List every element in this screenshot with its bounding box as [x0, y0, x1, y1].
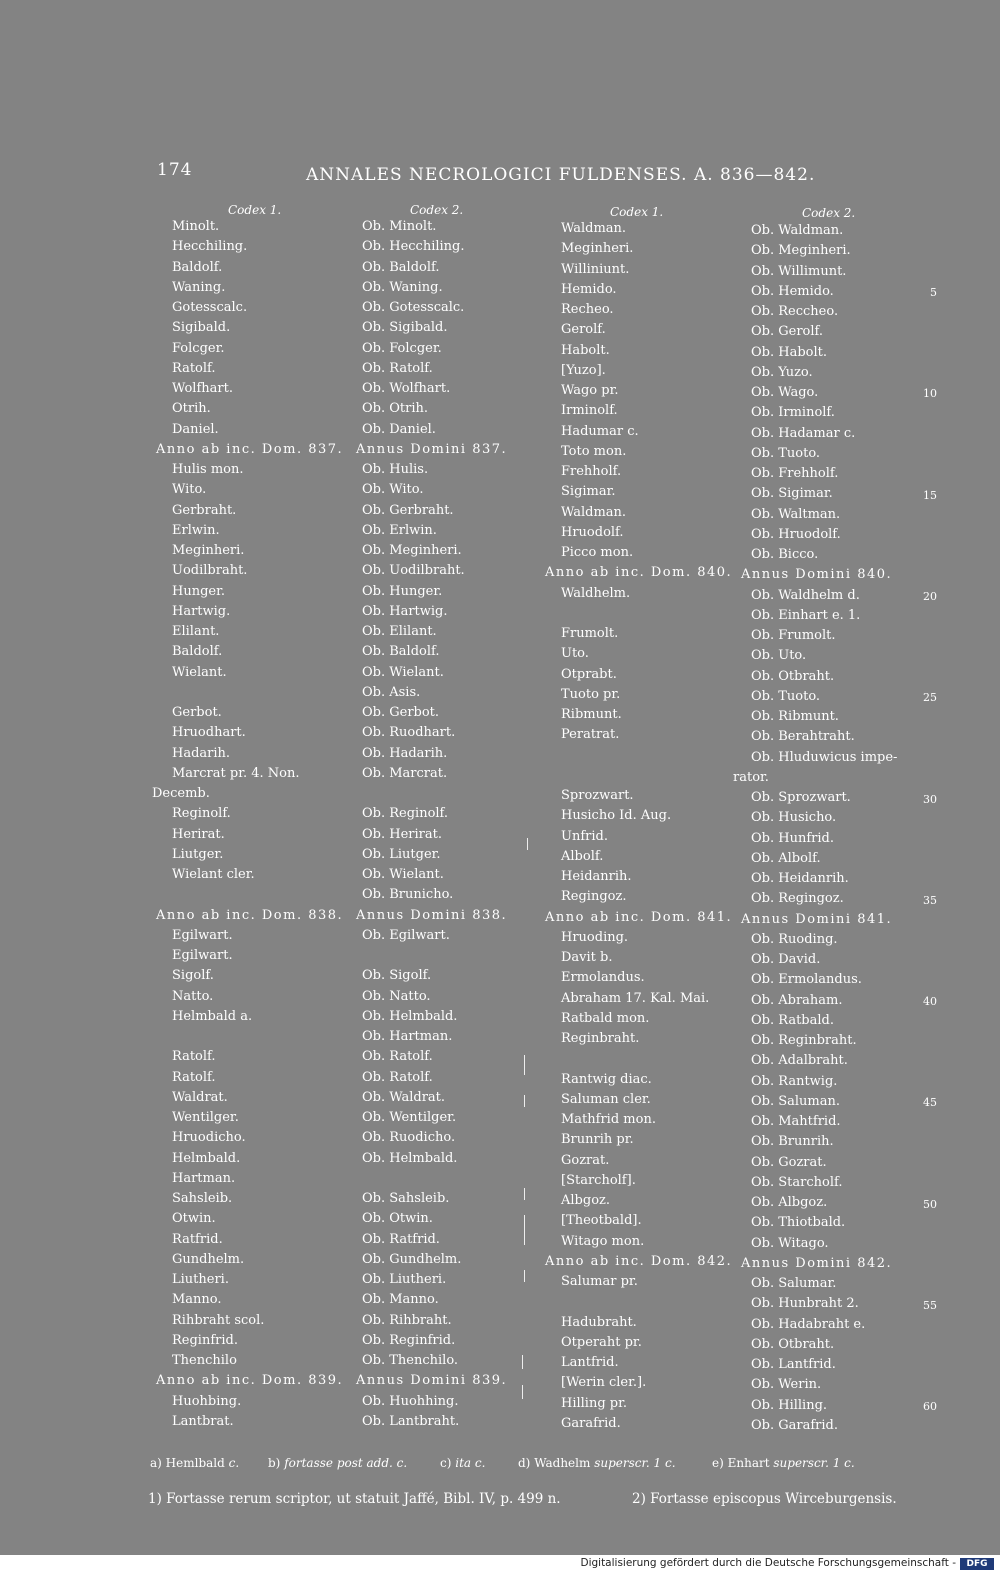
codex2-left-entry: Ob. Huohhing. — [362, 1393, 459, 1409]
codex1-left-entry: Minolt. — [172, 219, 220, 234]
codex2-right-entry: Ob. Hruodolf. — [751, 526, 841, 542]
codex2-right-entry: Ob. Abraham. — [751, 992, 843, 1008]
footnote-e: e) Enhart superscr. 1 c. — [712, 1456, 855, 1470]
codex1-right-entry: Brunrih pr. — [561, 1132, 634, 1148]
codex1-left-entry: Sahsleib. — [172, 1191, 233, 1206]
codex1-right-entry: Hruodolf. — [561, 524, 624, 540]
codex2-left-entry: Ob. Ratolf. — [362, 1049, 433, 1065]
codex1-left-entry: Wielant. — [172, 664, 227, 680]
codex2-right-entry: Ob. Wago. — [751, 385, 819, 400]
codex1-right-entry: Sigimar. — [561, 484, 616, 500]
codex1-right-entry: Albolf. — [561, 848, 604, 864]
codex1-right-entry: Ermolandus. — [561, 970, 645, 986]
codex1-right-entry: Saluman cler. — [561, 1091, 651, 1107]
codex1-left-entry: Hulis mon. — [172, 462, 244, 477]
codex1-right-entry: [Theotbald]. — [561, 1213, 642, 1229]
codex1-left-entry: Hartwig. — [172, 603, 231, 619]
codex2-left-entry: Ob. Wolfhart. — [362, 381, 451, 396]
codex1-right-entry: Otprabt. — [561, 666, 617, 682]
codex2-left-entry: Ob. Ratolf. — [362, 1069, 433, 1085]
codex2-left-entry: Ob. Helmbald. — [362, 1008, 458, 1024]
footer-text: Digitalisierung gefördert durch die Deutsche Forschungsgemeinschaft - — [580, 1557, 956, 1569]
column-heading-codex2-left: Codex 2. — [410, 203, 464, 217]
codex1-left-entry: Liutheri. — [172, 1272, 229, 1287]
codex2-right-entry: Ob. Otbraht. — [751, 1336, 835, 1352]
codex1-right-entry: Gerolf. — [561, 322, 606, 338]
codex2-right-entry: Ob. Rantwig. — [751, 1073, 838, 1089]
codex2-left-entry: Ob. Ratolf. — [362, 360, 433, 376]
codex2-right-entry: Annus Domini 842. — [741, 1255, 893, 1271]
codex1-right-entry: Mathfrid mon. — [561, 1112, 656, 1127]
codex2-right-entry: Ob. Lantfrid. — [751, 1357, 836, 1372]
codex2-left-entry: Ob. Manno. — [362, 1292, 439, 1308]
codex1-left-entry: Gundhelm. — [172, 1251, 245, 1267]
codex2-left-entry: Ob. Gerbot. — [362, 705, 440, 720]
codex1-right-entry: Peratrat. — [561, 727, 620, 743]
codex1-left-entry: Liutger. — [172, 846, 224, 862]
codex1-left-entry: Thenchilo — [172, 1353, 237, 1368]
codex2-right-entry: Ob. Werin. — [751, 1377, 822, 1393]
codex2-right-entry: Ob. Willimunt. — [751, 263, 847, 279]
codex2-right-entry: Ob. Ermolandus. — [751, 972, 862, 988]
line-number: 25 — [923, 691, 937, 705]
column-heading-codex1-right: Codex 1. — [610, 205, 664, 219]
codex1-right-entry: Witago mon. — [561, 1233, 645, 1249]
page-number: 174 — [157, 160, 193, 180]
codex2-left-entry: Ob. Meginheri. — [362, 543, 462, 558]
codex2-right-entry: Ob. Sprozwart. — [751, 790, 851, 805]
codex1-left-entry: Hartman. — [172, 1170, 236, 1186]
codex2-right-entry: Ob. Hemido. — [751, 283, 834, 299]
codex1-left-entry: Sigolf. — [172, 968, 214, 984]
codex2-left-entry: Ob. Marcrat. — [362, 765, 448, 781]
codex1-right-entry: Heidanrih. — [561, 869, 632, 884]
codex1-left-entry: Reginolf. — [172, 806, 231, 822]
line-number: 20 — [923, 589, 937, 603]
codex2-right-entry: Ob. Ratbald. — [751, 1012, 834, 1028]
codex2-left-entry: Ob. Hunger. — [362, 583, 443, 599]
codex2-right-entry: Ob. Tuoto. — [751, 445, 821, 461]
codex2-left-entry: Ob. Brunicho. — [362, 887, 454, 903]
codex1-left-entry: Ratolf. — [172, 360, 216, 376]
codex2-left-entry: Ob. Wito. — [362, 482, 424, 498]
codex2-right-entry: Ob. Ribmunt. — [751, 709, 839, 724]
codex1-right-entry: Salumar pr. — [561, 1274, 638, 1289]
codex2-left-entry: Ob. Helmbald. — [362, 1150, 458, 1166]
codex1-right-entry: Waldhelm. — [561, 585, 631, 601]
codex2-right-entry: Ob. Irminolf. — [751, 405, 835, 421]
margin-rule — [524, 1215, 525, 1245]
codex1-left-entry: Helmbald a. — [172, 1008, 253, 1024]
codex2-left-entry: Ob. Folcger. — [362, 340, 442, 356]
codex1-right-entry: Abraham 17. Kal. Mai. — [561, 990, 710, 1006]
codex2-right-entry: Ob. Hluduwicus impe- — [751, 749, 898, 765]
codex2-right-entry: Ob. Husicho. — [751, 810, 837, 826]
codex1-right-entry: Habolt. — [561, 342, 610, 358]
codex1-left-entry: Hruodhart. — [172, 725, 246, 741]
codex2-right-entry: Ob. Tuoto. — [751, 688, 821, 704]
codex1-left-entry: Hadarih. — [172, 745, 231, 761]
codex2-left-entry: Ob. Gerbraht. — [362, 502, 454, 518]
codex1-left-entry: Gerbot. — [172, 705, 222, 720]
codex1-right-entry: Hilling pr. — [561, 1395, 628, 1411]
codex1-right-entry: [Yuzo]. — [561, 362, 606, 378]
codex2-left-entry: Ob. Waning. — [362, 279, 443, 295]
codex1-right-entry: Anno ab inc. Dom. 842. — [545, 1253, 733, 1269]
codex2-right-entry: Ob. Hadamar c. — [751, 425, 856, 441]
codex1-right-entry: Ribmunt. — [561, 707, 622, 722]
codex2-right-entry: Ob. Reginbraht. — [751, 1033, 857, 1048]
margin-rule — [522, 1385, 523, 1399]
codex1-right-entry: Rantwig diac. — [561, 1071, 652, 1087]
codex2-right-entry: Ob. Heidanrih. — [751, 871, 849, 886]
column-heading-codex1-left: Codex 1. — [228, 203, 282, 217]
codex1-left-entry: Elilant. — [172, 624, 220, 639]
codex2-right-entry: Ob. Saluman. — [751, 1093, 841, 1109]
line-number: 5 — [930, 286, 937, 299]
codex2-left-entry: Ob. Baldolf. — [362, 644, 440, 660]
codex1-right-entry: Irminolf. — [561, 403, 618, 419]
codex1-left-entry: Wolfhart. — [172, 381, 233, 396]
codex2-left-entry: Ob. Minolt. — [362, 219, 437, 234]
codex2-left-entry: Ob. Rihbraht. — [362, 1312, 452, 1328]
codex2-right-entry: Ob. Garafrid. — [751, 1417, 838, 1433]
codex2-left-entry: Ob. Sigibald. — [362, 320, 448, 336]
codex2-right-entry: Ob. Gerolf. — [751, 324, 824, 340]
codex1-right-entry: Regingoz. — [561, 889, 627, 905]
margin-rule — [522, 1355, 523, 1369]
codex1-right-entry: Hadumar c. — [561, 423, 639, 439]
codex2-right-entry: Ob. Ruoding. — [751, 931, 838, 947]
codex1-left-entry: Baldolf. — [172, 644, 223, 660]
margin-rule — [527, 838, 528, 850]
codex2-right-entry: Ob. Witago. — [751, 1235, 829, 1251]
codex1-left-entry: Ratfrid. — [172, 1231, 223, 1247]
codex1-right-entry: Hemido. — [561, 281, 617, 297]
codex1-right-entry: Albgoz. — [561, 1193, 610, 1208]
codex2-right-entry: Ob. Salumar. — [751, 1276, 837, 1291]
footnote-c: c) ita c. — [440, 1456, 486, 1470]
codex2-right-entry: Ob. Hunfrid. — [751, 830, 834, 846]
codex2-right-entry: Ob. Adalbraht. — [751, 1053, 848, 1069]
codex1-left-entry: Marcrat pr. 4. Non. — [172, 765, 300, 781]
codex1-left-entry: Ratolf. — [172, 1049, 216, 1065]
codex2-left-entry: Ob. Reginolf. — [362, 806, 449, 822]
codex1-left-entry: Hunger. — [172, 583, 226, 599]
codex2-right-entry: Ob. Uto. — [751, 648, 807, 664]
codex1-left-entry: Otwin. — [172, 1211, 216, 1227]
codex1-right-entry: Unfrid. — [561, 828, 608, 844]
codex2-left-entry: Ob. Natto. — [362, 988, 431, 1004]
codex2-right-entry: Ob. Yuzo. — [751, 364, 813, 380]
codex2-right-entry: Ob. Sigimar. — [751, 486, 833, 502]
codex1-left-entry: Baldolf. — [172, 259, 223, 275]
line-number: 45 — [923, 1096, 937, 1110]
codex2-left-entry: Ob. Elilant. — [362, 624, 437, 639]
codex2-right-entry: Ob. Frumolt. — [751, 628, 836, 643]
digitization-footer — [0, 1555, 1000, 1573]
codex2-left-entry: Ob. Lantbraht. — [362, 1413, 460, 1429]
codex2-left-entry: Ob. Ratfrid. — [362, 1231, 440, 1247]
note-1: 1) Fortasse rerum scriptor, ut statuit Jaffé, Bibl. IV, p. 499 n. — [148, 1491, 561, 1507]
codex1-right-entry: Meginheri. — [561, 241, 634, 257]
codex2-right-entry: Ob. Waltman. — [751, 506, 841, 522]
codex1-left-entry: Erlwin. — [172, 522, 220, 538]
codex1-left-entry: Natto. — [172, 988, 214, 1004]
codex1-right-entry: Husicho Id. Aug. — [561, 808, 672, 824]
column-heading-codex2-right: Codex 2. — [802, 206, 856, 220]
margin-rule — [524, 1055, 525, 1075]
codex2-left-entry: Ob. Daniel. — [362, 421, 436, 437]
line-number: 40 — [923, 995, 937, 1009]
codex2-left-entry: Ob. Hartman. — [362, 1029, 453, 1044]
codex1-right-entry: Waldman. — [561, 504, 627, 520]
codex2-left-entry: Ob. Hulis. — [362, 462, 429, 477]
codex1-left-entry: Rihbraht scol. — [172, 1312, 265, 1328]
codex1-left-entry: Helmbald. — [172, 1150, 241, 1166]
codex1-left-entry: Hecchiling. — [172, 239, 248, 255]
line-number: 60 — [923, 1400, 937, 1414]
codex1-left-entry: Lantbrat. — [172, 1413, 234, 1429]
codex2-right-entry: Ob. Bicco. — [751, 547, 819, 562]
codex2-right-entry: Ob. Meginheri. — [751, 243, 851, 259]
codex1-left-entry: Wito. — [172, 482, 207, 498]
codex1-left-entry: Wielant cler. — [172, 867, 255, 882]
codex2-left-entry: Ob. Wielant. — [362, 867, 444, 882]
codex1-right-entry: Uto. — [561, 646, 589, 662]
codex2-right-entry: Ob. Berahtraht. — [751, 729, 855, 745]
codex1-left-entry: Gerbraht. — [172, 502, 237, 518]
codex1-right-entry: Reginbraht. — [561, 1031, 640, 1046]
codex2-right-entry: Ob. Waldman. — [751, 223, 844, 238]
codex2-right-entry: Ob. Frehholf. — [751, 466, 839, 481]
codex1-left-entry: Gotesscalc. — [172, 300, 248, 315]
codex2-left-entry: Ob. Reginfrid. — [362, 1332, 456, 1348]
codex2-left-entry: Ob. Uodilbraht. — [362, 563, 465, 579]
codex1-left-entry: Anno ab inc. Dom. 837. — [156, 441, 344, 457]
codex2-right-entry: Ob. Hilling. — [751, 1397, 828, 1413]
codex2-left-entry: Ob. Erlwin. — [362, 522, 437, 538]
codex1-right-entry: Picco mon. — [561, 545, 634, 560]
codex2-left-entry: Annus Domini 838. — [356, 907, 508, 923]
codex2-right-entry: Ob. Brunrih. — [751, 1134, 834, 1150]
codex2-right-entry: Ob. Albgoz. — [751, 1195, 828, 1210]
codex1-right-entry: Anno ab inc. Dom. 841. — [545, 909, 733, 925]
codex2-left-entry: Ob. Hadarih. — [362, 745, 448, 761]
codex2-right-entry: Annus Domini 841. — [741, 911, 893, 927]
line-number: 50 — [923, 1197, 937, 1211]
codex1-right-entry: Otperaht pr. — [561, 1334, 642, 1350]
codex2-right-entry: Ob. Otbraht. — [751, 668, 835, 684]
codex2-left-entry: Ob. Liutheri. — [362, 1272, 447, 1287]
codex2-right-entry: Ob. Mahtfrid. — [751, 1114, 841, 1129]
codex1-left-entry: Huohbing. — [172, 1393, 242, 1409]
codex1-left-entry: Reginfrid. — [172, 1332, 238, 1348]
codex1-left-entry: Decemb. — [152, 786, 210, 801]
codex1-right-entry: [Werin cler.]. — [561, 1375, 647, 1391]
codex2-right-entry: Ob. Waldhelm d. — [751, 587, 860, 603]
codex2-right-entry: Ob. Starcholf. — [751, 1174, 843, 1190]
codex2-right-entry: Ob. Einhart e. 1. — [751, 607, 861, 623]
codex1-left-entry: Folcger. — [172, 340, 225, 356]
codex2-left-entry: Annus Domini 837. — [356, 441, 508, 457]
codex2-left-entry: Ob. Thenchilo. — [362, 1353, 459, 1368]
codex1-left-entry: Daniel. — [172, 421, 219, 437]
codex1-left-entry: Herirat. — [172, 826, 225, 842]
page-title: ANNALES NECROLOGICI FULDENSES. A. 836—842. — [306, 165, 816, 185]
codex2-left-entry: Ob. Liutger. — [362, 846, 441, 862]
codex2-right-entry: Ob. Hadabraht e. — [751, 1316, 866, 1332]
codex2-left-entry: Ob. Otwin. — [362, 1211, 433, 1227]
codex1-right-entry: Frumolt. — [561, 626, 619, 641]
line-number: 55 — [923, 1299, 937, 1312]
codex1-right-entry: Gozrat. — [561, 1152, 610, 1168]
codex2-right-entry: Ob. Regingoz. — [751, 891, 844, 907]
codex1-left-entry: Otrih. — [172, 401, 211, 417]
codex1-left-entry: Hruodicho. — [172, 1130, 246, 1146]
codex2-left-entry: Ob. Wielant. — [362, 664, 444, 680]
line-number: 35 — [923, 893, 937, 907]
codex1-right-entry: Williniunt. — [561, 261, 630, 277]
codex1-right-entry: Waldman. — [561, 221, 627, 236]
codex2-left-entry: Ob. Sahsleib. — [362, 1191, 450, 1206]
margin-rule — [524, 1095, 525, 1107]
codex2-left-entry: Ob. Hartwig. — [362, 603, 448, 619]
codex2-left-entry: Ob. Sigolf. — [362, 968, 432, 984]
codex1-left-entry: Sigibald. — [172, 320, 231, 336]
margin-rule — [524, 1188, 525, 1200]
codex2-right-entry: Ob. Thiotbald. — [751, 1215, 846, 1231]
codex1-right-entry: Hruoding. — [561, 929, 629, 945]
codex2-left-entry: Ob. Baldolf. — [362, 259, 440, 275]
codex1-right-entry: Hadubraht. — [561, 1314, 637, 1330]
codex2-left-entry: Ob. Ruodhart. — [362, 725, 456, 741]
footnote-d: d) Wadhelm superscr. 1 c. — [518, 1456, 676, 1470]
dfg-logo: DFG — [960, 1558, 994, 1570]
codex1-right-entry: Anno ab inc. Dom. 840. — [545, 565, 733, 581]
line-number: 10 — [923, 387, 937, 401]
codex2-left-entry: Ob. Waldrat. — [362, 1089, 446, 1105]
footnote-a: a) Hemlbald c. — [150, 1456, 240, 1470]
codex1-right-entry: Davit b. — [561, 950, 613, 965]
codex2-left-entry: Annus Domini 839. — [356, 1373, 508, 1389]
note-2: 2) Fortasse episcopus Wirceburgensis. — [632, 1491, 897, 1507]
codex1-left-entry: Anno ab inc. Dom. 839. — [156, 1373, 344, 1389]
codex1-right-entry: Lantfrid. — [561, 1355, 619, 1370]
line-number: 30 — [923, 792, 937, 806]
codex1-left-entry: Egilwart. — [172, 927, 233, 943]
codex1-left-entry: Waldrat. — [172, 1089, 228, 1105]
margin-rule — [524, 1270, 525, 1282]
codex2-left-entry: Ob. Herirat. — [362, 826, 442, 842]
codex1-right-entry: Tuoto pr. — [561, 686, 621, 702]
codex1-left-entry: Ratolf. — [172, 1069, 216, 1085]
codex2-right-entry: rator. — [733, 769, 769, 785]
codex2-left-entry: Ob. Gundhelm. — [362, 1251, 462, 1267]
codex1-left-entry: Manno. — [172, 1292, 222, 1308]
codex1-left-entry: Waning. — [172, 279, 226, 295]
codex1-right-entry: Wago pr. — [561, 383, 619, 398]
codex2-right-entry: Ob. Gozrat. — [751, 1154, 827, 1170]
codex1-right-entry: [Starcholf]. — [561, 1172, 636, 1188]
codex2-right-entry: Ob. Albolf. — [751, 850, 821, 866]
codex1-left-entry: Anno ab inc. Dom. 838. — [156, 907, 344, 923]
codex2-left-entry: Ob. Wentilger. — [362, 1110, 457, 1125]
footnote-b: b) fortasse post add. c. — [268, 1456, 408, 1470]
codex2-right-entry: Ob. Habolt. — [751, 344, 827, 360]
codex2-right-entry: Ob. Reccheo. — [751, 304, 839, 319]
line-number: 15 — [923, 488, 937, 502]
codex2-left-entry: Ob. Egilwart. — [362, 927, 450, 943]
codex2-left-entry: Ob. Hecchiling. — [362, 239, 465, 255]
codex1-right-entry: Sprozwart. — [561, 788, 634, 803]
codex1-right-entry: Recheo. — [561, 302, 614, 317]
codex1-right-entry: Ratbald mon. — [561, 1010, 650, 1026]
codex2-left-entry: Ob. Gotesscalc. — [362, 300, 465, 315]
codex1-left-entry: Egilwart. — [172, 948, 233, 963]
codex1-left-entry: Wentilger. — [172, 1110, 239, 1125]
codex1-left-entry: Uodilbraht. — [172, 563, 248, 579]
codex2-left-entry: Ob. Ruodicho. — [362, 1130, 456, 1146]
codex1-left-entry: Meginheri. — [172, 543, 245, 558]
codex1-right-entry: Toto mon. — [561, 443, 627, 459]
codex2-right-entry: Annus Domini 840. — [741, 567, 893, 583]
codex2-right-entry: Ob. David. — [751, 952, 821, 967]
codex2-right-entry: Ob. Hunbraht 2. — [751, 1296, 859, 1312]
codex1-right-entry: Garafrid. — [561, 1415, 621, 1431]
codex2-left-entry: Ob. Asis. — [362, 684, 421, 700]
codex1-right-entry: Frehholf. — [561, 464, 622, 479]
codex2-left-entry: Ob. Otrih. — [362, 401, 429, 417]
